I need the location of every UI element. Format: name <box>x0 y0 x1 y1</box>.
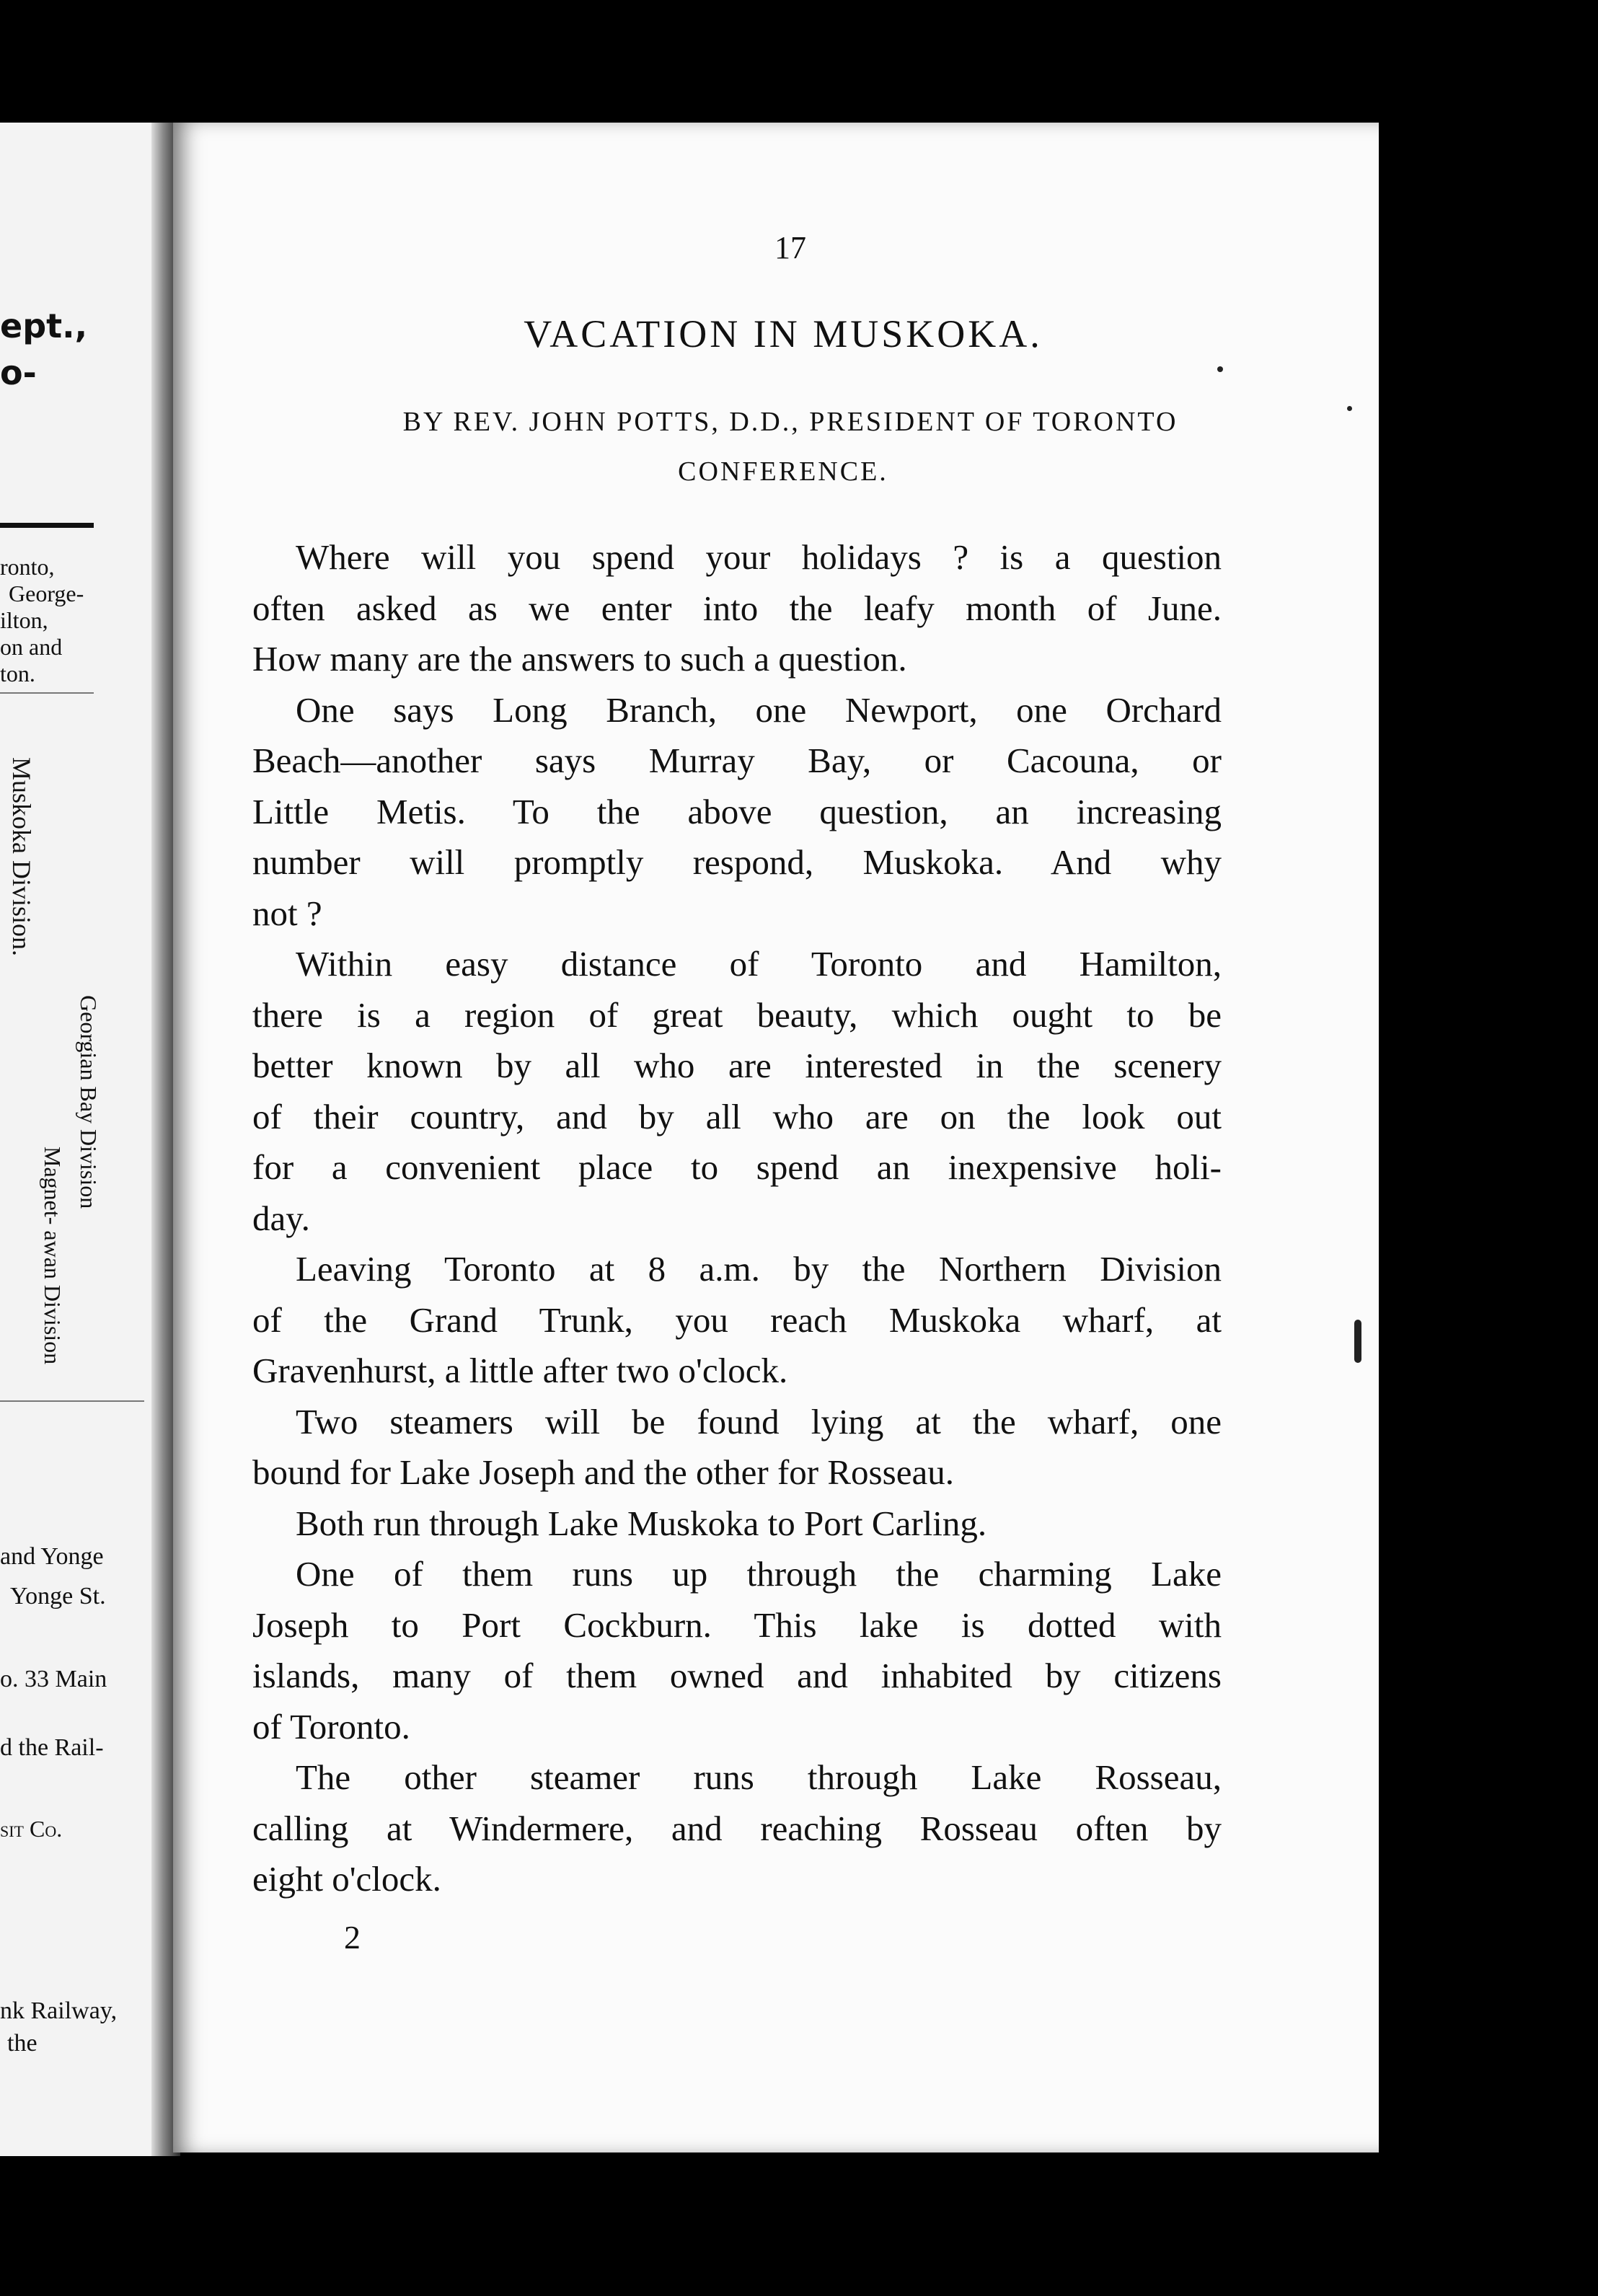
body-line: Joseph to Port Cockburn. This lake is dotted with <box>252 1604 1222 1645</box>
left-station-line: ton. <box>0 661 35 686</box>
body-line: number will promptly respond, Muskoka. And why <box>252 842 1222 882</box>
body-line: Both run through Lake Muskoka to Port Carling. <box>296 1503 987 1543</box>
body-line: often asked as we enter into the leafy month of June. <box>252 588 1222 628</box>
left-division-label: Georgian Bay Division <box>76 995 102 1209</box>
body-line: Two steamers will be found lying at the wharf, one <box>296 1401 1222 1441</box>
body-line: better known by all who are interested in the scenery <box>252 1046 1222 1085</box>
left-footer-line: sit Co. <box>0 1816 63 1842</box>
article-byline: BY REV. JOHN POTTS, D.D., PRESIDENT OF TORONTO <box>402 407 1178 437</box>
left-footer-line: and Yonge <box>0 1543 104 1570</box>
left-footer-line: nk Railway, <box>0 1997 118 2024</box>
ink-speck <box>1347 406 1352 411</box>
left-thin-rule <box>0 692 94 694</box>
signature-mark: 2 <box>344 1919 361 1956</box>
page-number: 17 <box>774 230 806 265</box>
body-line: One of them runs up through the charming Lake <box>296 1554 1222 1594</box>
body-line: of their country, and by all who are on the look out <box>252 1096 1222 1136</box>
body-line: islands, many of them owned and inhabited by citizens <box>252 1656 1222 1695</box>
left-division-label: Magnet- awan Division <box>40 1147 66 1365</box>
body-line: there is a region of great beauty, which ought to be <box>252 994 1222 1035</box>
left-station-line: ilton, <box>0 607 48 633</box>
body-line: day. <box>252 1198 310 1238</box>
body-line: eight o'clock. <box>252 1859 441 1899</box>
left-station-line: on and <box>0 634 63 660</box>
body-line: of the Grand Trunk, you reach Muskoka wharf, at <box>252 1299 1222 1340</box>
ink-speck <box>1217 366 1223 372</box>
body-line: One says Long Branch, one Newport, one Orchard <box>296 689 1222 730</box>
left-header-line: ept., <box>0 306 88 345</box>
article-title: VACATION IN MUSKOKA. <box>524 312 1043 356</box>
left-thin-rule <box>0 1400 144 1402</box>
body-line: of Toronto. <box>252 1706 410 1747</box>
article-body <box>252 532 1222 1905</box>
article-byline-continued: CONFERENCE. <box>678 456 888 487</box>
left-station-line: ronto, <box>0 554 55 580</box>
body-line: bound for Lake Joseph and the other for Rosseau. <box>252 1452 954 1492</box>
left-footer-line: o. 33 Main <box>0 1666 107 1692</box>
body-line: How many are the answers to such a question. <box>252 639 907 679</box>
body-line: not ? <box>252 893 322 933</box>
body-line: for a convenient place to spend an inexpensive holi- <box>252 1147 1222 1187</box>
body-line: calling at Windermere, and reaching Rosseau often by <box>252 1808 1222 1848</box>
body-line: Within easy distance of Toronto and Hamilton, <box>296 944 1222 984</box>
left-page-fragment <box>0 123 159 2156</box>
body-line: Where will you spend your holidays ? is a question <box>296 537 1222 577</box>
body-line: The other steamer runs through Lake Rosseau, <box>296 1757 1222 1797</box>
left-footer-line: d the Rail- <box>0 1734 104 1761</box>
body-line: Little Metis. To the above question, an increasing <box>252 791 1222 831</box>
body-line: Gravenhurst, a little after two o'clock. <box>252 1351 788 1390</box>
left-rule <box>0 523 94 528</box>
left-station-line: George- <box>9 580 84 606</box>
left-footer-line: Yonge St. <box>10 1583 106 1610</box>
body-line: Leaving Toronto at 8 a.m. by the Northern Division <box>296 1249 1222 1289</box>
left-footer-line: the <box>7 2030 37 2057</box>
left-division-label: Muskoka Division. <box>7 757 36 957</box>
left-header-line: o- <box>0 353 37 392</box>
body-line: Beach—another says Murray Bay, or Cacouna, or <box>252 741 1222 780</box>
ink-speck <box>1354 1320 1361 1363</box>
